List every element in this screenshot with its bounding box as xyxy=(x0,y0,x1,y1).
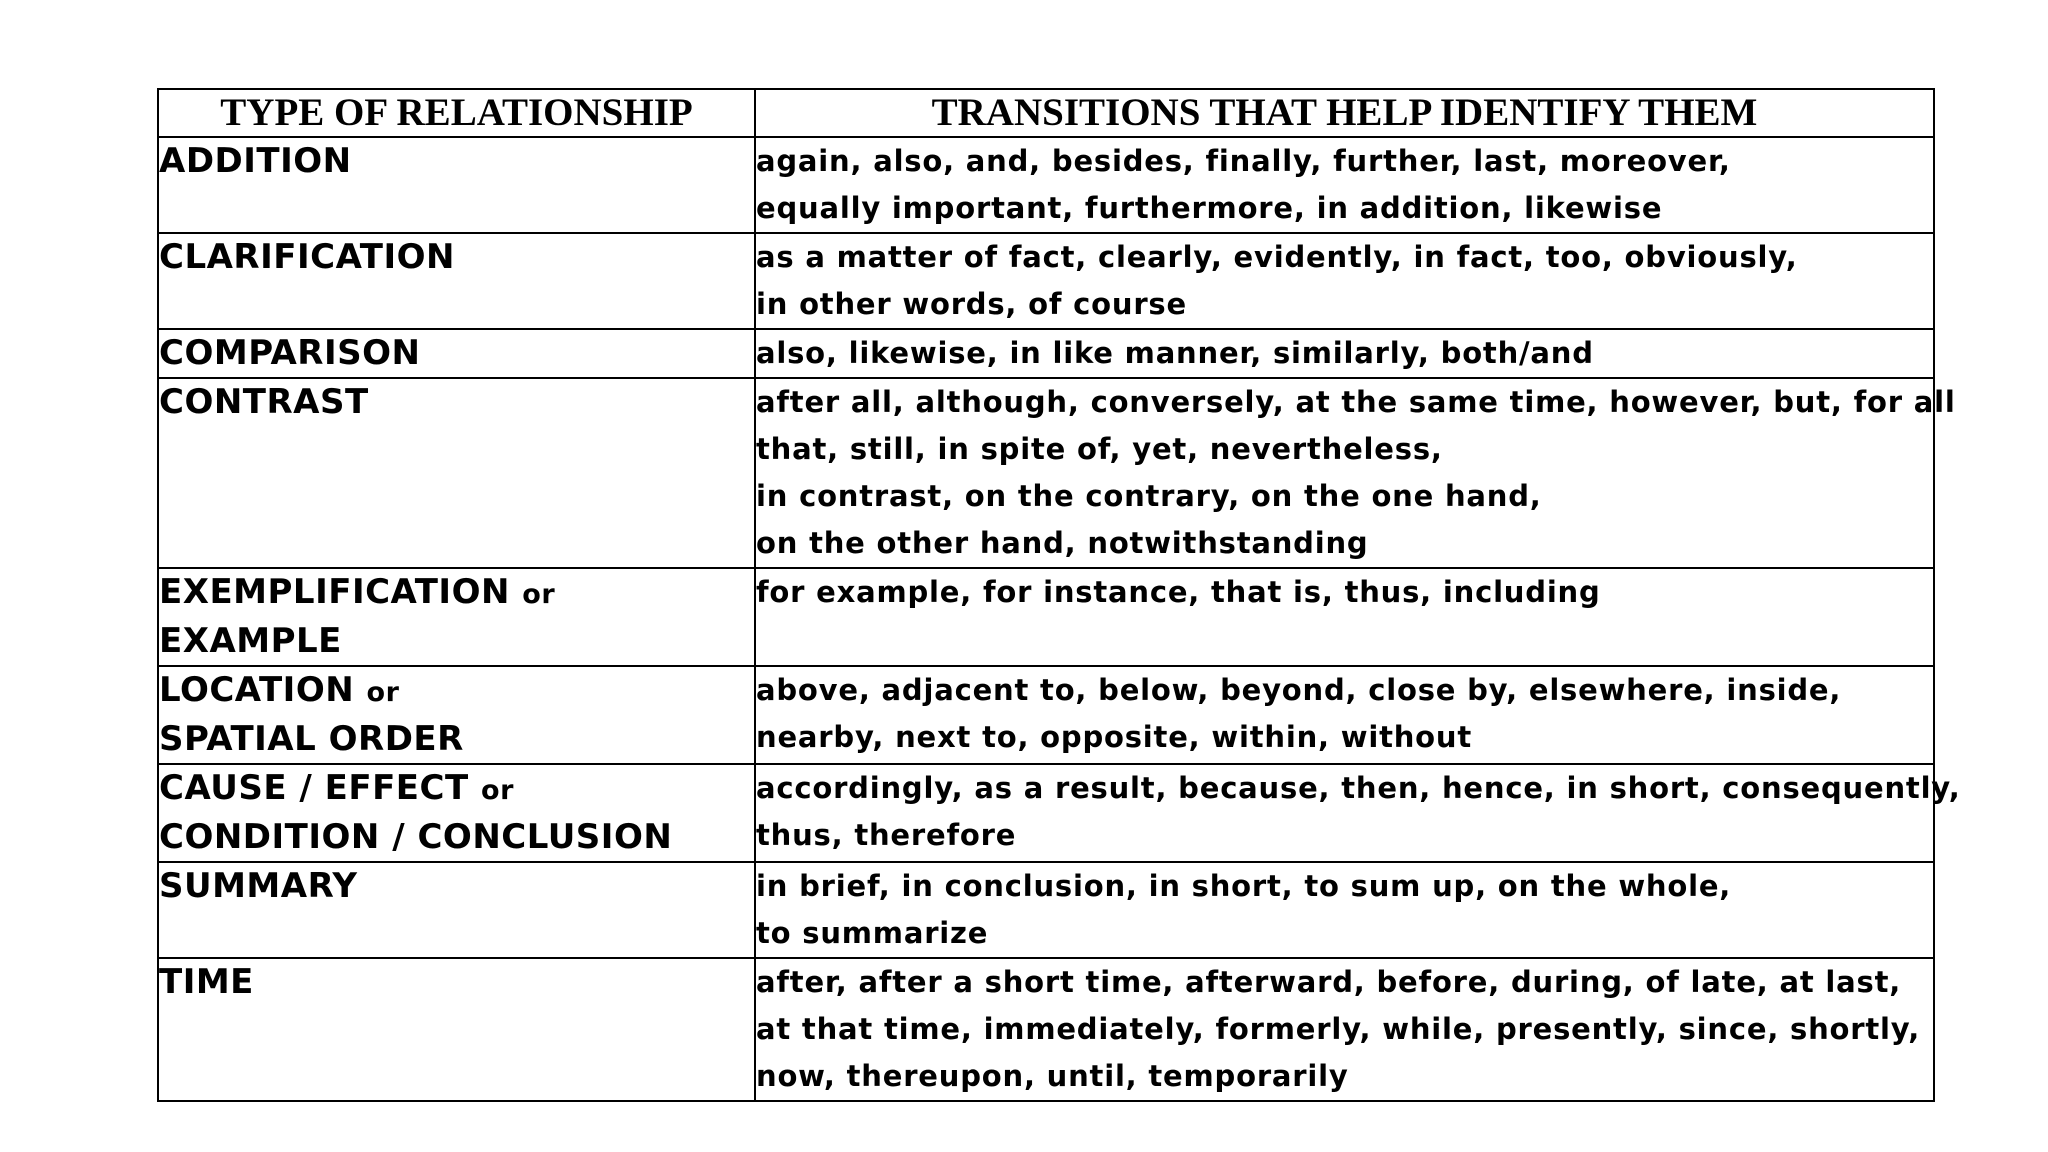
transition-line: in other words, of course xyxy=(756,287,1187,321)
transition-line: to summarize xyxy=(756,916,989,950)
transition-line: after all, although, conversely, at the same time, however, but, for all xyxy=(756,385,1956,419)
transitions-cell xyxy=(755,958,1934,1101)
transition-line: nearby, next to, opposite, within, without xyxy=(756,720,1473,754)
transition-line: that, still, in spite of, yet, nevertheless, xyxy=(756,432,1443,466)
relationship-label-secondary: EXAMPLE xyxy=(159,621,342,661)
header-transitions: TRANSITIONS THAT HELP IDENTIFY THEM xyxy=(755,89,1934,137)
relationship-cell xyxy=(158,958,755,1101)
row-exemplification xyxy=(158,568,1934,666)
transitions-cell xyxy=(755,862,1934,958)
or-connector: or xyxy=(481,775,514,806)
transition-line: accordingly, as a result, because, then, hence, in short, consequently, xyxy=(756,771,1961,805)
transition-line: equally important, furthermore, in addition, likewise xyxy=(756,191,1663,225)
row-cause-effect xyxy=(158,764,1934,862)
relationship-label: TIME xyxy=(159,962,254,1002)
row-time xyxy=(158,958,1934,1101)
relationship-label: CLARIFICATION xyxy=(159,237,455,277)
relationship-cell xyxy=(158,378,755,568)
relationship-label-secondary: SPATIAL ORDER xyxy=(159,719,464,759)
relationship-label: CAUSE / EFFECT xyxy=(159,768,469,808)
transitions-cell xyxy=(755,764,1961,862)
transitions-cell xyxy=(755,329,1934,378)
relationship-label: ADDITION xyxy=(159,141,352,181)
row-contrast xyxy=(158,378,1934,568)
header-type-of-relationship: TYPE OF RELATIONSHIP xyxy=(158,89,755,137)
transition-line: on the other hand, notwithstanding xyxy=(756,526,1369,560)
relationship-label: SUMMARY xyxy=(159,866,358,906)
transition-line: again, also, and, besides, finally, further, last, moreover, xyxy=(756,144,1731,178)
transition-line: at that time, immediately, formerly, while, presently, since, shortly, xyxy=(756,1012,1921,1046)
relationship-cell xyxy=(158,137,755,233)
relationship-cell xyxy=(158,233,755,329)
relationship-label: COMPARISON xyxy=(159,333,421,373)
relationship-cell xyxy=(158,329,755,378)
transition-line: in brief, in conclusion, in short, to sum up, on the whole, xyxy=(756,869,1732,903)
relationship-cell xyxy=(158,764,755,862)
transition-line: in contrast, on the contrary, on the one hand, xyxy=(756,479,1542,513)
transitions-cell xyxy=(755,233,1934,329)
relationship-cell xyxy=(158,568,755,666)
or-connector: or xyxy=(522,579,556,610)
row-comparison xyxy=(158,329,1934,378)
transition-line: above, adjacent to, below, beyond, close by, elsewhere, inside, xyxy=(756,673,1842,707)
relationship-label: CONTRAST xyxy=(159,382,369,422)
row-location xyxy=(158,666,1934,764)
transitions-cell xyxy=(755,666,1934,764)
row-addition xyxy=(158,137,1934,233)
transition-line: for example, for instance, that is, thus, including xyxy=(756,575,1601,609)
transitions-cell xyxy=(755,568,1934,666)
relationship-label: EXEMPLIFICATION xyxy=(159,572,510,612)
or-connector: or xyxy=(366,677,400,708)
transitions-cell xyxy=(755,378,1956,568)
transition-line: now, thereupon, until, temporarily xyxy=(756,1059,1349,1093)
transition-line: after, after a short time, afterward, before, during, of late, at last, xyxy=(756,965,1902,999)
transition-line: as a matter of fact, clearly, evidently, in fact, too, obviously, xyxy=(756,240,1798,274)
transitions-cell xyxy=(755,137,1934,233)
transition-line: also, likewise, in like manner, similarly, both/and xyxy=(756,336,1594,370)
transitions-table xyxy=(157,88,1961,1102)
transition-line: thus, therefore xyxy=(756,818,1017,852)
relationship-cell xyxy=(158,862,755,958)
row-summary xyxy=(158,862,1934,958)
relationship-label: LOCATION xyxy=(159,670,355,710)
row-clarification xyxy=(158,233,1934,329)
relationship-cell xyxy=(158,666,755,764)
relationship-label-secondary: CONDITION / CONCLUSION xyxy=(159,817,673,857)
header-row xyxy=(158,89,1934,137)
